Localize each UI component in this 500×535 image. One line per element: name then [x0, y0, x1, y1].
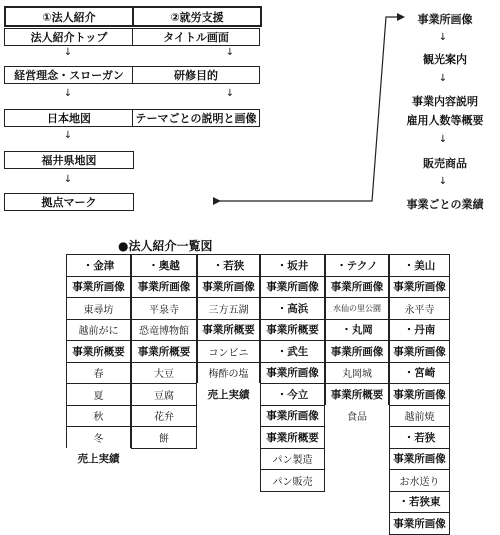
box-label: テーマごとの説明と画像: [135, 112, 257, 125]
column-header: ・奥越: [131, 254, 197, 277]
header-employment-support: [132, 6, 262, 27]
column-header: ・若狭: [197, 254, 260, 277]
column-header: ・金津: [66, 254, 131, 277]
column-header: ・テクノ: [325, 254, 389, 277]
box-japan-map: [4, 109, 134, 127]
box-label: 研修目的: [174, 69, 218, 82]
down-arrow: ↓: [63, 47, 73, 58]
table-cell: お水送り: [389, 469, 450, 492]
table-cell: 恐竜博物館: [131, 319, 197, 342]
table-cell: 秋: [66, 405, 131, 428]
box-training-purpose: [132, 66, 260, 84]
down-arrow: ↓: [438, 73, 448, 84]
table-cell: 事業所画像: [389, 512, 450, 535]
box-label: 法人紹介トップ: [30, 31, 108, 44]
box-label: 日本地図: [47, 112, 91, 125]
table-cell: ・高浜: [260, 297, 325, 320]
box-label: 経営理念・スローガン: [14, 69, 124, 82]
box-corporate-top: [4, 28, 134, 46]
column-header: ・坂井: [260, 254, 325, 277]
table-cell: パン販売: [260, 469, 325, 492]
table-cell: コンビニ: [197, 340, 260, 363]
table-cell: 餅: [131, 426, 197, 449]
column-header: ・美山: [389, 254, 450, 277]
table-cell: 事業所画像: [131, 276, 197, 299]
table-cell: 越前焼: [389, 405, 450, 428]
table-cell: 事業所画像: [66, 276, 131, 299]
table-cell: 冬: [66, 426, 131, 449]
flow-tourism-guide: 観光案内: [423, 53, 467, 66]
table-cell: 花弁: [131, 405, 197, 428]
table-cell: 豆腐: [131, 383, 197, 406]
table-cell: 事業所概要: [260, 426, 325, 449]
table-cell: ・若狭: [389, 426, 450, 449]
table-cell: 大豆: [131, 362, 197, 385]
table-cell: 越前がに: [66, 319, 131, 342]
box-label: 拠点マーク: [41, 196, 97, 209]
header-corporate-intro: [4, 6, 134, 27]
table-cell: 売上実績: [66, 448, 131, 471]
table-cell: 食品: [325, 405, 389, 428]
flow-business-description: 事業内容説明: [412, 95, 478, 108]
table-cell: ・今立: [260, 383, 325, 406]
table-cell: ・武生: [260, 340, 325, 363]
box-fukui-map: [4, 151, 134, 169]
table-cell: 三方五湖: [197, 297, 260, 320]
box-label: 福井県地図: [41, 154, 97, 167]
table-cell: 事業所画像: [389, 276, 450, 299]
table-cell: 売上実績: [197, 383, 260, 406]
table-cell: 事業所概要: [325, 383, 389, 406]
table-cell: パン製造: [260, 448, 325, 471]
table-cell: 事業所画像: [389, 340, 450, 363]
down-arrow: ↓: [63, 174, 73, 185]
box-label: タイトル画面: [163, 31, 229, 44]
table-cell: 丸岡城: [325, 362, 389, 385]
table-cell: 事業所画像: [389, 448, 450, 471]
table-cell: 事業所画像: [260, 362, 325, 385]
table-cell: 事業所画像: [389, 383, 450, 406]
down-arrow: ↓: [438, 134, 448, 145]
table-cell: 事業所概要: [66, 340, 131, 363]
flow-business-results: 事業ごとの業績: [406, 198, 484, 211]
box-theme-explanation: [132, 109, 260, 127]
table-cell: ・宮崎: [389, 362, 450, 385]
box-philosophy-slogan: [4, 66, 134, 84]
table-cell: ・若狭東: [389, 491, 450, 514]
box-base-mark: [4, 193, 134, 211]
table-cell: 東尋坊: [66, 297, 131, 320]
header-label: ①法人紹介: [42, 10, 96, 24]
table-cell: 事業所概要: [260, 319, 325, 342]
down-arrow: ↓: [438, 32, 448, 43]
down-arrow: ↓: [63, 130, 73, 141]
flow-office-image: 事業所画像: [417, 13, 473, 26]
table-title: ●法人紹介一覧図: [118, 239, 213, 253]
table-cell: 梅酢の塩: [197, 362, 260, 385]
table-cell: 永平寺: [389, 297, 450, 320]
table-cell: 春: [66, 362, 131, 385]
down-arrow: ↓: [63, 88, 73, 99]
table-cell: 事業所画像: [325, 276, 389, 299]
table-cell: 事業所概要: [197, 319, 260, 342]
box-title-screen: [132, 28, 260, 46]
table-cell: 事業所画像: [325, 340, 389, 363]
flow-employee-overview: 雇用人数等概要: [406, 114, 484, 127]
header-label: ②就労支援: [170, 10, 224, 24]
table-cell: 水仙の里公園: [325, 297, 389, 320]
table-cell: 事業所画像: [260, 276, 325, 299]
table-cell: ・丸岡: [325, 319, 389, 342]
table-cell: 事業所概要: [131, 340, 197, 363]
table-cell: 夏: [66, 383, 131, 406]
table-cell: ・丹南: [389, 319, 450, 342]
down-arrow: ↓: [225, 47, 235, 58]
flow-products: 販売商品: [423, 157, 467, 170]
down-arrow: ↓: [438, 176, 448, 187]
table-cell: 事業所画像: [197, 276, 260, 299]
down-arrow: ↓: [225, 88, 235, 99]
table-cell: 平泉寺: [131, 297, 197, 320]
table-cell: 事業所画像: [260, 405, 325, 428]
